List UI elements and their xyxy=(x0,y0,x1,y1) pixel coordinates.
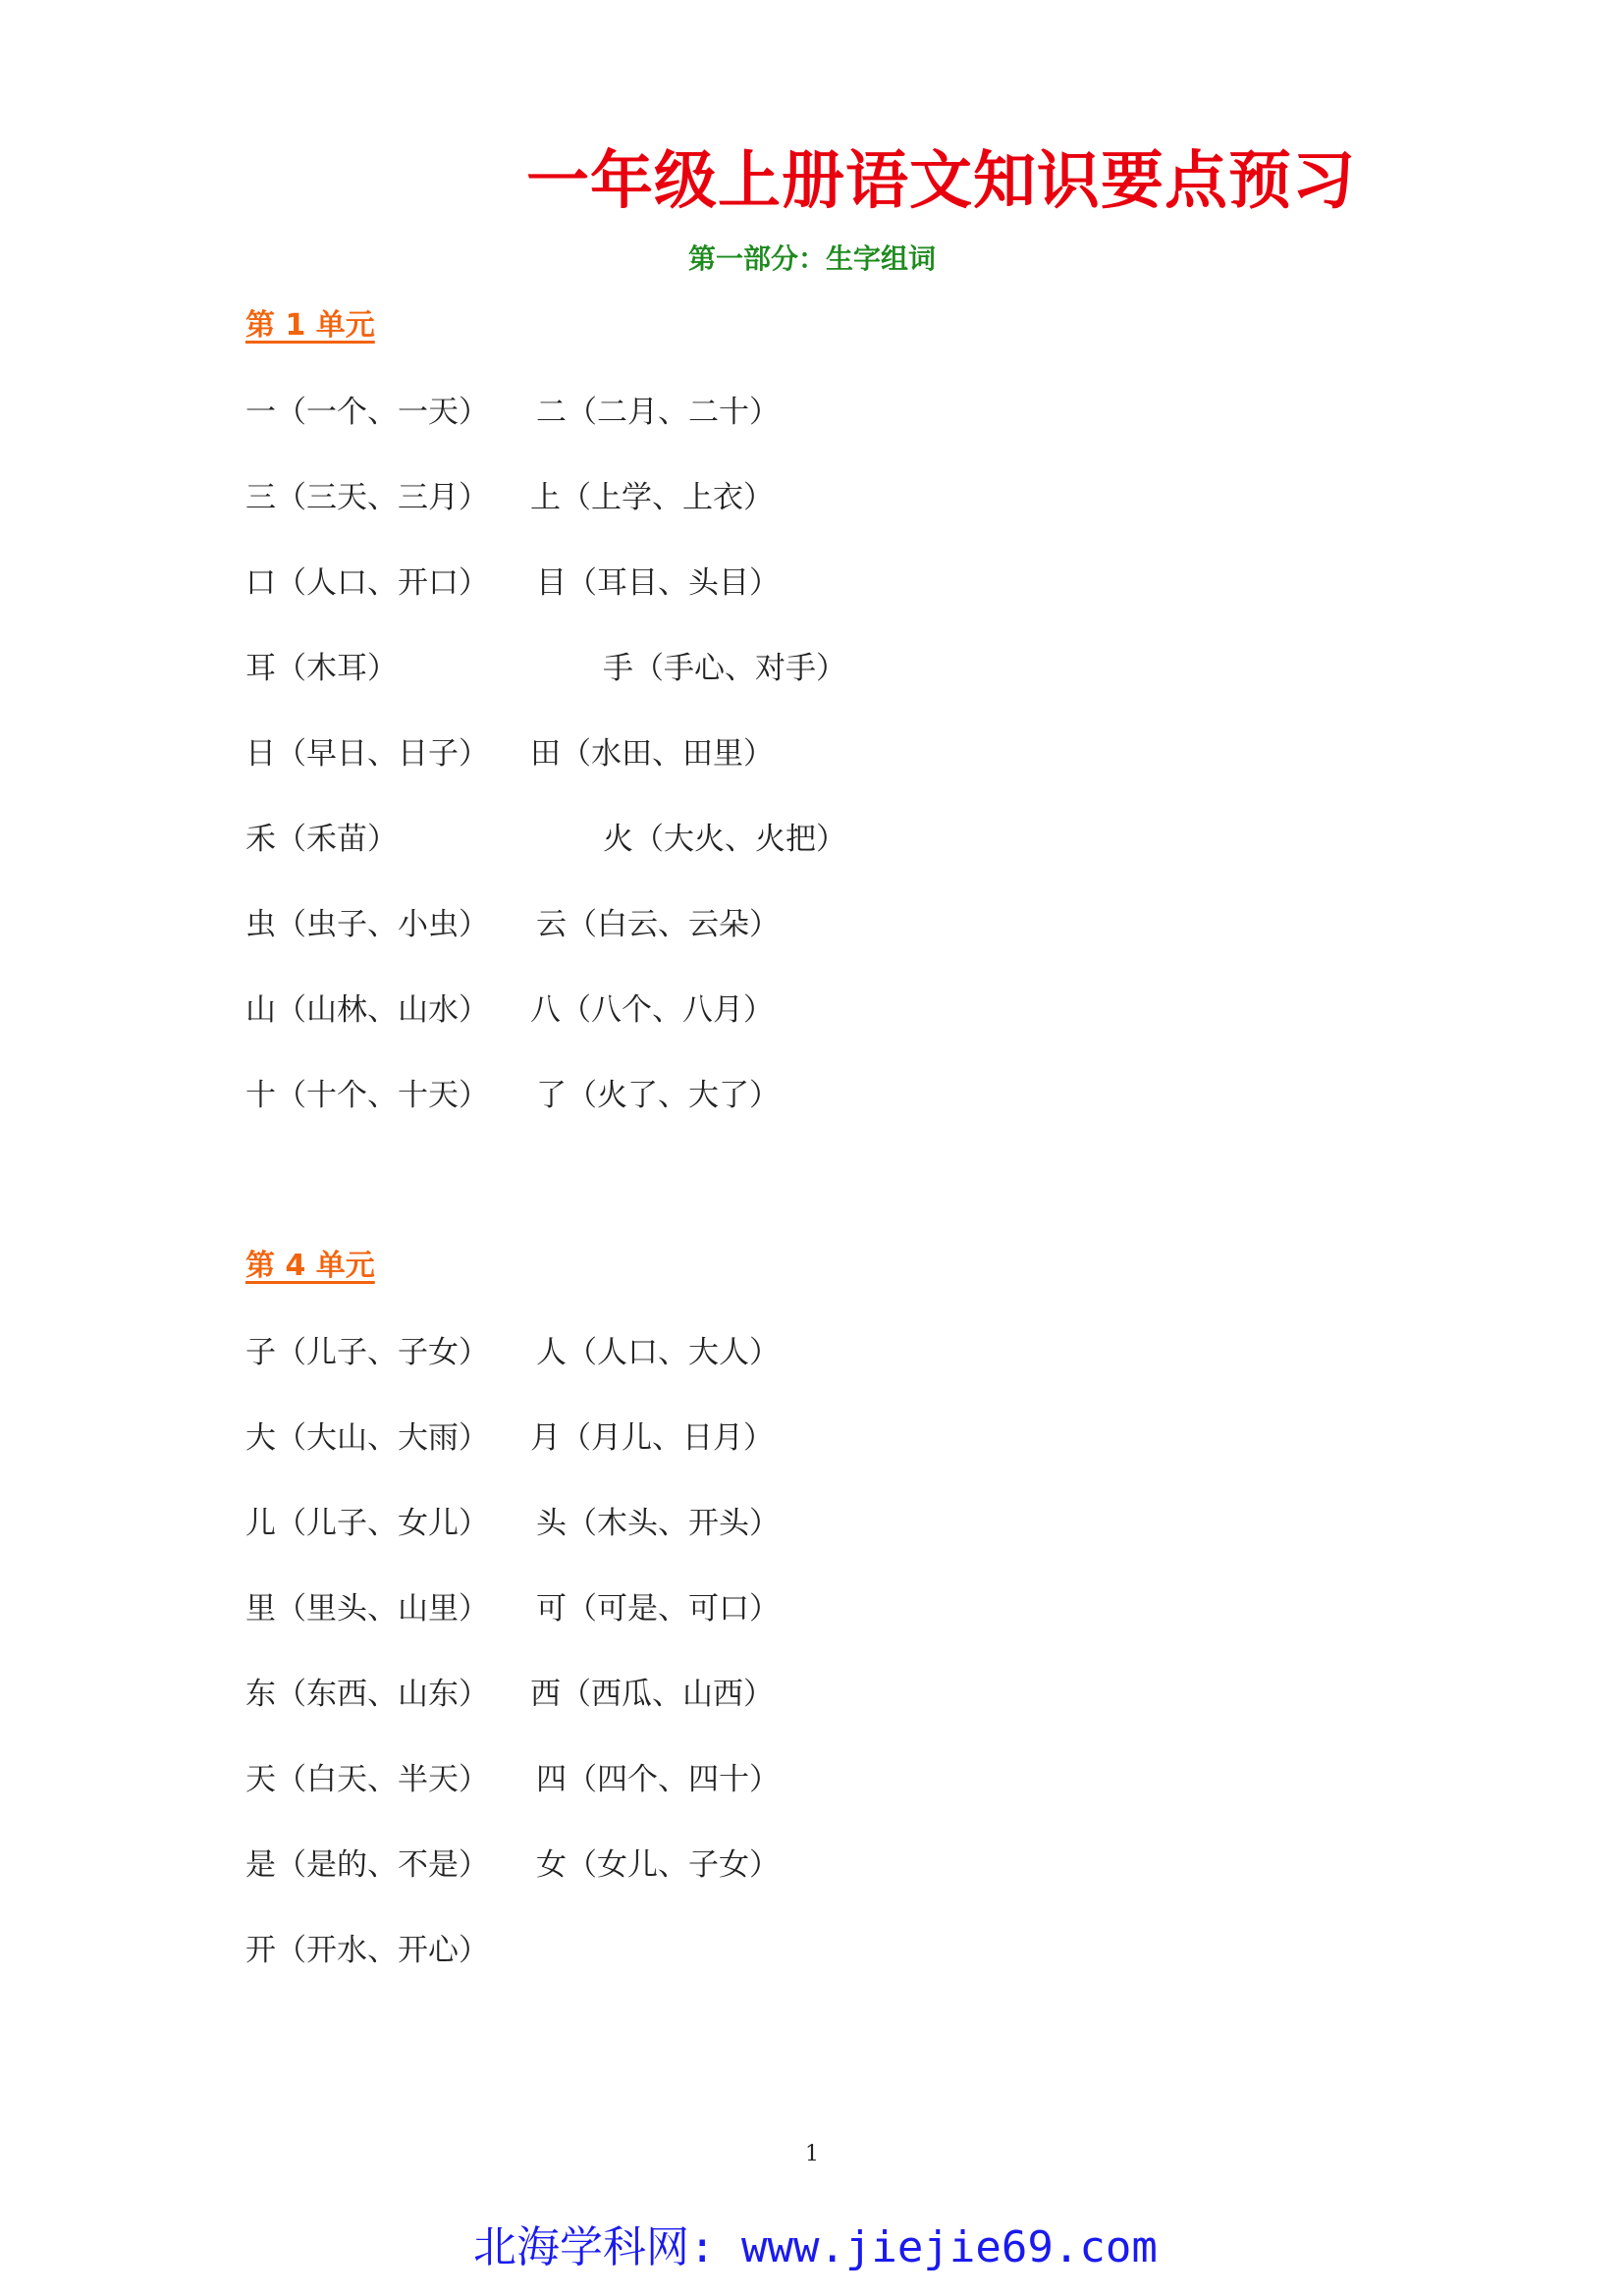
section-subtitle: 第一部分：生字组词 xyxy=(688,242,937,275)
word-entry: 里（里头、山里） xyxy=(245,1591,489,1627)
word-entry: 开（开水、开心） xyxy=(245,1933,489,1968)
word-entry: 日（早日、日子） xyxy=(245,736,489,772)
word-entry: 可（可是、可口） xyxy=(536,1591,780,1627)
word-entry: 大（大山、大雨） xyxy=(245,1420,489,1456)
footer-watermark: 北海学科网: www.jiejie69.com xyxy=(473,2222,1158,2272)
word-entry: 人（人口、大人） xyxy=(536,1335,780,1370)
word-entry: 儿（儿子、女儿） xyxy=(245,1506,489,1541)
word-entry: 耳（木耳） xyxy=(245,651,398,686)
word-entry: 子（儿子、子女） xyxy=(245,1335,489,1370)
unit-1-heading: 第 1 单元 xyxy=(245,308,375,343)
word-row xyxy=(245,818,1129,861)
word-entry: 目（耳目、头目） xyxy=(536,565,780,601)
word-row xyxy=(245,1502,1129,1545)
word-row xyxy=(245,476,1129,519)
word-row xyxy=(245,1587,1129,1630)
word-entry: 八（八个、八月） xyxy=(530,992,774,1028)
word-entry: 女（女儿、子女） xyxy=(536,1847,780,1883)
word-row xyxy=(245,391,1129,434)
word-entry: 三（三天、三月） xyxy=(245,480,489,515)
document-title: 一年级上册语文知识要点预习 xyxy=(526,144,1356,218)
word-entry: 头（木头、开头） xyxy=(536,1506,780,1541)
word-row xyxy=(245,647,1129,690)
word-entry: 二（二月、二十） xyxy=(536,395,780,430)
word-row xyxy=(245,988,1129,1032)
word-entry: 了（火了、大了） xyxy=(536,1078,780,1113)
word-row xyxy=(245,561,1129,605)
word-entry: 山（山林、山水） xyxy=(245,992,489,1028)
word-row xyxy=(245,1331,1129,1374)
word-entry: 虫（虫子、小虫） xyxy=(245,907,489,942)
word-entry: 云（白云、云朵） xyxy=(536,907,780,942)
word-entry: 四（四个、四十） xyxy=(536,1762,780,1797)
word-row xyxy=(245,1416,1129,1460)
word-row xyxy=(245,1074,1129,1117)
word-entry: 手（手心、对手） xyxy=(603,651,846,686)
word-entry: 是（是的、不是） xyxy=(245,1847,489,1883)
word-entry: 禾（禾苗） xyxy=(245,822,398,857)
word-entry: 上（上学、上衣） xyxy=(530,480,774,515)
word-entry: 口（人口、开口） xyxy=(245,565,489,601)
word-row xyxy=(245,1843,1129,1887)
page-number: 1 xyxy=(805,2142,819,2166)
word-entry: 西（西瓜、山西） xyxy=(530,1677,774,1712)
word-entry: 东（东西、山东） xyxy=(245,1677,489,1712)
word-row xyxy=(245,1673,1129,1716)
word-row xyxy=(245,1929,1129,1972)
word-row xyxy=(245,732,1129,775)
word-entry: 十（十个、十天） xyxy=(245,1078,489,1113)
word-entry: 一（一个、一天） xyxy=(245,395,489,430)
word-entry: 火（大火、火把） xyxy=(603,822,846,857)
word-row xyxy=(245,903,1129,946)
word-entry: 天（白天、半天） xyxy=(245,1762,489,1797)
word-entry: 月（月儿、日月） xyxy=(530,1420,774,1456)
word-entry: 田（水田、田里） xyxy=(530,736,774,772)
word-row xyxy=(245,1758,1129,1801)
unit-4-heading: 第 4 单元 xyxy=(245,1249,375,1283)
